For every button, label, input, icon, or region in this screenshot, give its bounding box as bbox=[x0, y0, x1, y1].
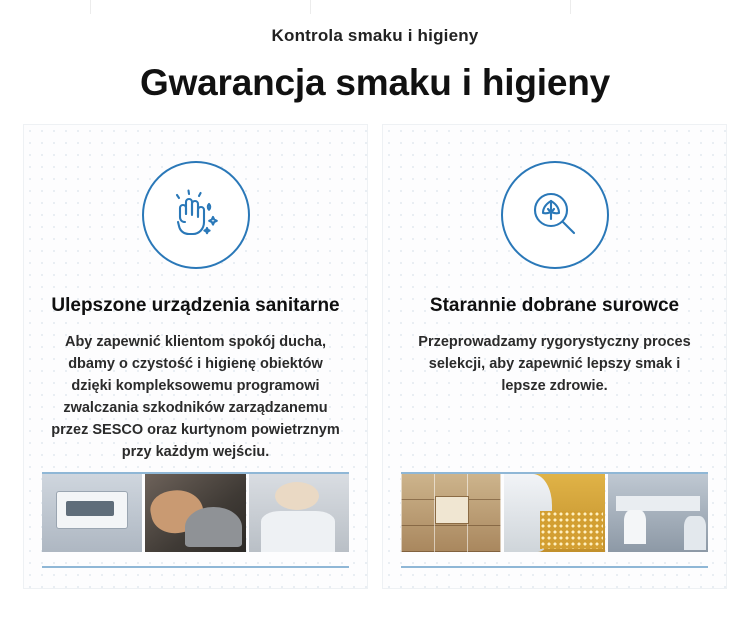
card-description: Przeprowadzamy rygorystyczny proces selekcji, aby zapewnić lepszy smak i lepsze zdrowie. bbox=[418, 334, 691, 394]
card-title: Ulepszone urządzenia sanitarne bbox=[51, 295, 340, 316]
feature-card-sanitation bbox=[23, 124, 368, 589]
top-divider-1 bbox=[90, 0, 91, 14]
page-title: Gwarancja smaku i higieny bbox=[139, 62, 611, 103]
card-description: Aby zapewnić klientom spokój ducha, dbamy o czystość i higienę obiektów dzięki kompleksowemu programowi zwalczania szkodników zarządzanemu przez SESCO oraz kurtynom powietrznym przy każdym wejściu. bbox=[51, 334, 340, 460]
feature-cards bbox=[0, 124, 750, 589]
card-bottom-rule bbox=[401, 566, 708, 568]
page-header bbox=[0, 0, 750, 104]
section-eyebrow: Kontrola smaku i higieny bbox=[271, 26, 479, 45]
card-bottom-rule bbox=[42, 566, 349, 568]
top-tab-strip bbox=[0, 0, 750, 14]
top-divider-2 bbox=[310, 0, 311, 14]
processing-plant-photo bbox=[608, 474, 708, 552]
magnifier-leaf-icon bbox=[501, 161, 609, 269]
card-title: Starannie dobrane surowce bbox=[429, 295, 680, 316]
washing-hands-icon bbox=[142, 161, 250, 269]
photo-strip bbox=[401, 474, 708, 552]
sorting-grains-photo bbox=[504, 474, 604, 552]
hands-washing-equipment-photo bbox=[145, 474, 245, 552]
feature-card-ingredients bbox=[382, 124, 727, 589]
photo-strip bbox=[42, 474, 349, 552]
stacked-cartons-photo bbox=[401, 474, 501, 552]
top-divider-3 bbox=[570, 0, 571, 14]
sanitizing-cabinet-photo bbox=[42, 474, 142, 552]
worker-in-hairnet-photo bbox=[249, 474, 349, 552]
